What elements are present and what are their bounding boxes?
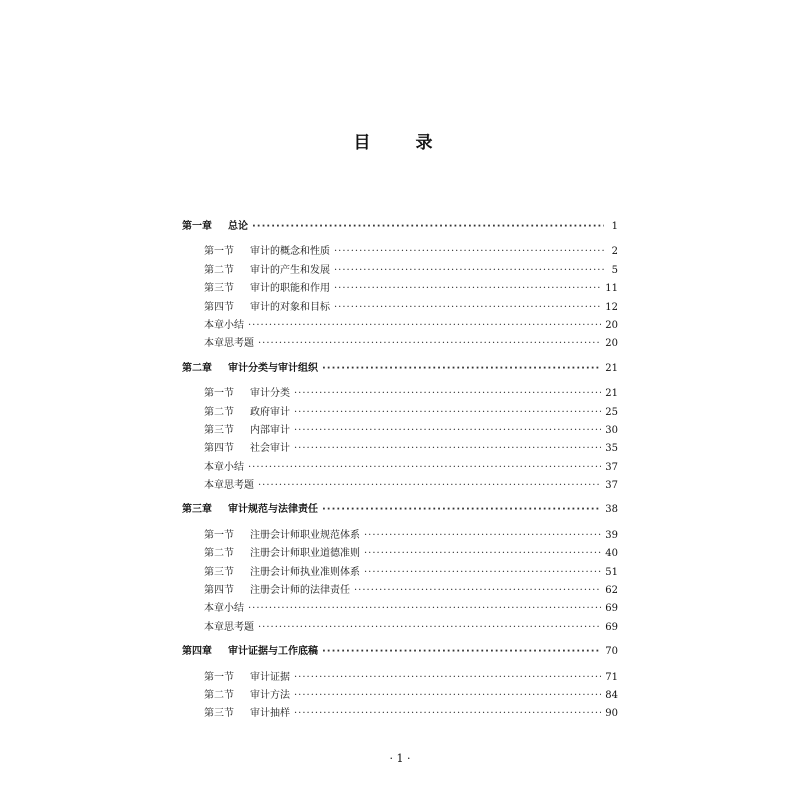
- section-number: 第三节: [204, 424, 234, 436]
- section-page-number: 37: [605, 461, 618, 473]
- section-title: 注册会计师的法律责任: [250, 585, 350, 597]
- dot-leader: [252, 218, 604, 236]
- chapter-entry[interactable]: [182, 643, 618, 661]
- chapter-number: 第四章: [182, 646, 212, 658]
- chapter-title: 审计分类与审计组织: [228, 362, 318, 374]
- chapter-page-number: 38: [605, 504, 618, 516]
- section-title: 注册会计师职业道德准则: [250, 548, 360, 560]
- table-of-contents: [182, 218, 618, 724]
- chapter-page-number: 70: [605, 646, 618, 658]
- dot-leader: [334, 262, 604, 280]
- dot-leader: [294, 669, 601, 687]
- section-page-number: 5: [611, 264, 618, 276]
- section-entry[interactable]: [182, 422, 618, 440]
- section-page-number: 12: [605, 301, 618, 313]
- section-entry[interactable]: [182, 545, 618, 563]
- chapter-number: 第一章: [182, 221, 212, 232]
- section-title: 审计的产生和发展: [250, 264, 330, 276]
- section-title: 本章小结: [204, 461, 244, 473]
- dot-leader: [334, 243, 604, 261]
- section-page-number: 30: [605, 424, 618, 436]
- chapter-title: 审计证据与工作底稿: [228, 646, 318, 658]
- dot-leader: [258, 335, 601, 353]
- section-entry[interactable]: [182, 404, 618, 422]
- section-entry[interactable]: [182, 317, 618, 335]
- section-number: 第四节: [204, 443, 234, 455]
- section-entry[interactable]: [182, 687, 618, 705]
- chapter-entry[interactable]: [182, 218, 618, 236]
- section-title: 本章小结: [204, 319, 244, 331]
- section-title: 本章小结: [204, 603, 244, 615]
- section-entry[interactable]: [182, 564, 618, 582]
- section-number: 第二节: [204, 406, 234, 418]
- chapter-page-number: 1: [611, 221, 618, 232]
- section-title: 政府审计: [250, 406, 290, 418]
- section-entry[interactable]: [182, 335, 618, 353]
- dot-leader: [248, 600, 601, 618]
- section-entry[interactable]: [182, 280, 618, 298]
- section-page-number: 37: [605, 480, 618, 492]
- section-title: 注册会计师职业规范体系: [250, 529, 360, 541]
- section-entry[interactable]: [182, 243, 618, 261]
- dot-leader: [294, 705, 601, 723]
- section-entry[interactable]: [182, 385, 618, 403]
- section-page-number: 39: [605, 529, 618, 541]
- chapter-number: 第三章: [182, 504, 212, 516]
- section-title: 本章思考题: [204, 621, 254, 633]
- dot-leader: [364, 527, 601, 545]
- section-title: 审计分类: [250, 388, 290, 400]
- section-title: 本章思考题: [204, 480, 254, 492]
- section-page-number: 20: [605, 338, 618, 350]
- chapter-title: 总论: [228, 221, 248, 232]
- dot-leader: [294, 422, 601, 440]
- section-number: 第三节: [204, 708, 234, 720]
- section-entry[interactable]: [182, 669, 618, 687]
- section-entry[interactable]: [182, 477, 618, 495]
- section-number: 第一节: [204, 388, 234, 400]
- section-title: 审计的对象和目标: [250, 301, 330, 313]
- dot-leader: [294, 404, 601, 422]
- dot-leader: [354, 582, 601, 600]
- section-page-number: 20: [605, 319, 618, 331]
- dot-leader: [334, 299, 601, 317]
- section-page-number: 69: [605, 603, 618, 615]
- section-title: 内部审计: [250, 424, 290, 436]
- section-page-number: 11: [605, 283, 618, 295]
- section-page-number: 40: [605, 548, 618, 560]
- section-page-number: 90: [605, 708, 618, 720]
- section-entry[interactable]: [182, 459, 618, 477]
- section-page-number: 25: [605, 406, 618, 418]
- dot-leader: [294, 687, 601, 705]
- chapter-number: 第二章: [182, 362, 212, 374]
- section-number: 第四节: [204, 301, 234, 313]
- section-number: 第四节: [204, 585, 234, 597]
- dot-leader: [364, 564, 601, 582]
- dot-leader: [258, 619, 601, 637]
- section-number: 第三节: [204, 566, 234, 578]
- chapter-entry[interactable]: [182, 360, 618, 378]
- section-page-number: 62: [605, 585, 618, 597]
- section-entry[interactable]: [182, 619, 618, 637]
- section-page-number: 21: [605, 388, 618, 400]
- section-number: 第一节: [204, 529, 234, 541]
- section-number: 第一节: [204, 671, 234, 683]
- section-entry[interactable]: [182, 705, 618, 723]
- section-page-number: 35: [605, 443, 618, 455]
- section-page-number: 51: [605, 566, 618, 578]
- section-title: 审计证据: [250, 671, 290, 683]
- chapter-page-number: 21: [605, 362, 618, 374]
- section-entry[interactable]: [182, 582, 618, 600]
- dot-leader: [364, 545, 601, 563]
- chapter-entry[interactable]: [182, 501, 618, 519]
- section-entry[interactable]: [182, 527, 618, 545]
- section-number: 第二节: [204, 689, 234, 701]
- dot-leader: [322, 360, 601, 378]
- dot-leader: [248, 317, 601, 335]
- chapter-title: 审计规范与法律责任: [228, 504, 318, 516]
- page-title: 目 录: [353, 133, 447, 153]
- section-title: 本章思考题: [204, 338, 254, 350]
- section-title: 审计抽样: [250, 708, 290, 720]
- section-number: 第一节: [204, 246, 234, 258]
- section-number: 第三节: [204, 283, 234, 295]
- section-entry[interactable]: [182, 299, 618, 317]
- section-entry[interactable]: [182, 440, 618, 458]
- dot-leader: [322, 501, 601, 519]
- section-title: 社会审计: [250, 443, 290, 455]
- section-number: 第二节: [204, 548, 234, 560]
- section-page-number: 69: [605, 621, 618, 633]
- section-title: 审计方法: [250, 689, 290, 701]
- dot-leader: [334, 280, 601, 298]
- section-title: 注册会计师执业准则体系: [250, 566, 360, 578]
- section-title: 审计的职能和作用: [250, 283, 330, 295]
- dot-leader: [258, 477, 601, 495]
- section-number: 第二节: [204, 264, 234, 276]
- section-page-number: 84: [605, 689, 618, 701]
- dot-leader: [248, 459, 601, 477]
- section-entry[interactable]: [182, 262, 618, 280]
- section-page-number: 2: [611, 246, 618, 258]
- section-entry[interactable]: [182, 600, 618, 618]
- section-page-number: 71: [605, 671, 618, 683]
- section-title: 审计的概念和性质: [250, 246, 330, 258]
- page-number-footer: · 1 ·: [389, 752, 411, 765]
- dot-leader: [294, 385, 601, 403]
- dot-leader: [294, 440, 601, 458]
- dot-leader: [322, 643, 601, 661]
